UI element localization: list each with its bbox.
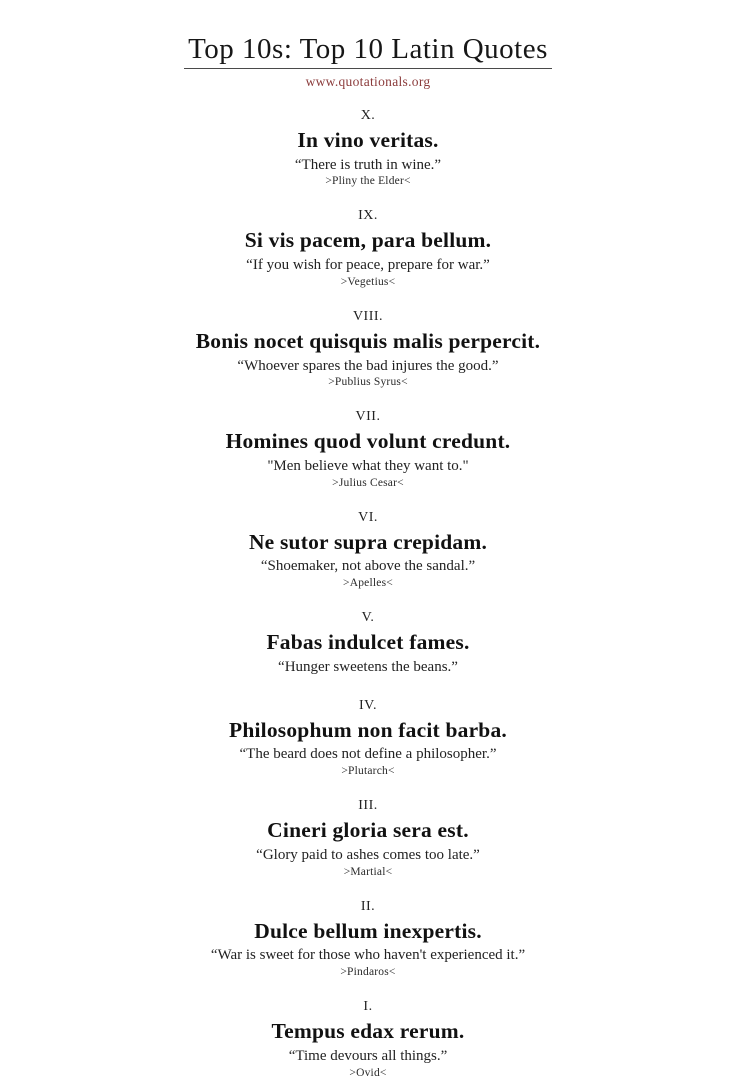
- quote-attribution: >Ovid<: [349, 1066, 387, 1079]
- quote-attribution: >Julius Cesar<: [332, 476, 404, 489]
- quote-rank-numeral: III.: [358, 798, 378, 814]
- quote-attribution: >Vegetius<: [340, 275, 396, 288]
- quote-rank-numeral: V.: [361, 610, 375, 626]
- quote-rank-numeral: IX.: [358, 208, 378, 224]
- quote-latin-text: Philosophum non facit barba.: [229, 717, 507, 742]
- quote-latin-text: Homines quod volunt credunt.: [225, 429, 511, 454]
- quote-rank-numeral: VI.: [358, 509, 378, 525]
- quote-translation: “Time devours all things.”: [288, 1047, 448, 1064]
- quote-translation: “If you wish for peace, prepare for war.”: [246, 257, 490, 274]
- quote-item: [0, 108, 736, 187]
- quote-latin-text: In vino veritas.: [297, 127, 439, 152]
- quote-attribution: >Apelles<: [343, 577, 393, 590]
- quote-item: [0, 999, 736, 1078]
- quote-translation: “Whoever spares the bad injures the good.”: [237, 357, 499, 374]
- quote-rank-numeral: IV.: [359, 697, 377, 713]
- quote-rank-numeral: VII.: [355, 409, 381, 425]
- site-url[interactable]: www.quotationals.org: [305, 73, 431, 89]
- quote-item: [0, 309, 736, 388]
- quote-rank-numeral: VIII.: [352, 308, 384, 324]
- quote-attribution: >Martial<: [343, 865, 393, 878]
- quote-translation: “War is sweet for those who haven't experienced it.”: [210, 947, 526, 964]
- quote-attribution: >Publius Syrus<: [328, 376, 408, 389]
- page-title: Top 10s: Top 10 Latin Quotes: [184, 34, 552, 69]
- quote-attribution: >Pindaros<: [340, 966, 396, 979]
- quote-translation: “Glory paid to ashes comes too late.”: [256, 846, 480, 863]
- quote-item: [0, 899, 736, 978]
- quote-item: [0, 610, 736, 676]
- quote-latin-text: Fabas indulcet fames.: [266, 630, 470, 655]
- quote-latin-text: Tempus edax rerum.: [271, 1019, 465, 1044]
- quote-latin-text: Si vis pacem, para bellum.: [244, 228, 492, 253]
- quote-item: [0, 798, 736, 877]
- quote-latin-text: Ne sutor supra crepidam.: [248, 529, 488, 554]
- quote-latin-text: Bonis nocet quisquis malis perpercit.: [195, 328, 541, 353]
- quote-rank-numeral: II.: [360, 898, 376, 914]
- quote-latin-text: Cineri gloria sera est.: [267, 818, 469, 843]
- quote-translation: “There is truth in wine.”: [294, 156, 442, 173]
- quote-rank-numeral: X.: [360, 107, 376, 123]
- quote-item: [0, 208, 736, 287]
- quote-translation: “The beard does not define a philosopher.”: [239, 746, 497, 763]
- quote-latin-text: Dulce bellum inexpertis.: [254, 918, 482, 943]
- quote-translation: "Men believe what they want to.": [267, 458, 469, 475]
- quote-translation: “Hunger sweetens the beans.”: [278, 658, 458, 675]
- quote-item: [0, 409, 736, 488]
- quote-translation: “Shoemaker, not above the sandal.”: [260, 558, 476, 575]
- quote-attribution: >Plutarch<: [341, 765, 395, 778]
- quote-rank-numeral: I.: [363, 999, 373, 1015]
- quote-attribution: >Pliny the Elder<: [325, 175, 411, 188]
- quote-item: [0, 510, 736, 589]
- page-header: [0, 34, 736, 90]
- quotes-list: [0, 108, 736, 1079]
- quote-item: [0, 698, 736, 777]
